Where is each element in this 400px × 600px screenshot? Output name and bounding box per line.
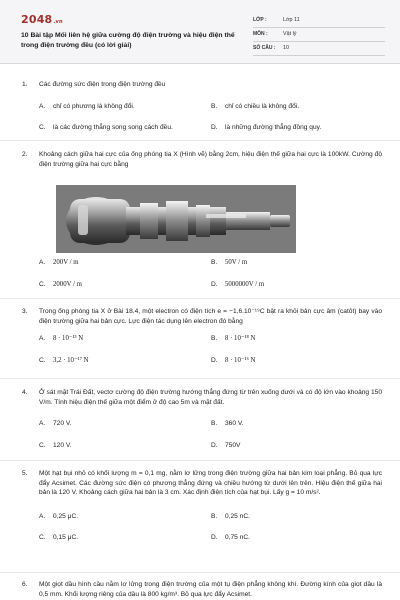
question-text: Khoảng cách giữa hai cực của ống phóng tia X (Hình vẽ) bằng 2cm, hiệu điện thế giữa hai cực là 100kW. Cường độ điện trường giữa hai cực bằng — [39, 151, 382, 168]
question-2-options — [22, 258, 382, 290]
question-number: 2. — [22, 151, 28, 158]
option-a[interactable] — [39, 512, 211, 522]
meta-value: 10 — [283, 44, 289, 51]
meta-row-subject — [253, 28, 385, 42]
option-key: B. — [211, 512, 218, 520]
option-text: 750V — [225, 441, 241, 449]
option-key: D. — [211, 124, 218, 132]
options-grid — [39, 512, 382, 543]
option-key: A. — [39, 102, 46, 110]
option-text: 5000000V / m — [225, 280, 265, 288]
option-key: C. — [39, 356, 46, 364]
option-d[interactable] — [211, 441, 383, 451]
option-key: C. — [39, 534, 46, 542]
options-grid — [39, 258, 382, 290]
question-text: Ở sát mặt Trái Đất, vectơ cường độ điện trường hướng thẳng đứng từ trên xuống dưới và có độ lớn vào khoảng 150 V/m. Tính hiệu điện thế giữa một điểm ở độ cao 5m và mặt đất. — [39, 389, 382, 406]
option-c[interactable] — [39, 441, 211, 451]
question-divider — [0, 460, 400, 461]
option-key: C. — [39, 280, 46, 288]
option-text: 0,25 μC. — [53, 512, 79, 520]
option-key: D. — [211, 441, 218, 449]
option-d[interactable] — [211, 280, 383, 290]
option-key: D. — [211, 534, 218, 542]
option-text: 120 V. — [53, 441, 72, 449]
option-text: 50V / m — [225, 259, 248, 266]
question-2 — [22, 150, 382, 169]
logo-text: 2048 — [21, 13, 53, 26]
option-text: 0,25 nC. — [225, 512, 250, 520]
option-text: 0,75 nC. — [225, 534, 250, 542]
option-c[interactable] — [39, 533, 211, 543]
question-number: 3. — [22, 308, 28, 315]
worksheet-header — [0, 0, 400, 64]
option-key: C. — [39, 441, 46, 449]
option-key: A. — [39, 335, 46, 343]
option-text: 200V / m — [53, 259, 79, 266]
option-d[interactable] — [211, 356, 383, 366]
option-key: B. — [211, 102, 218, 110]
meta-value: Lớp 11 — [283, 16, 300, 23]
option-a[interactable] — [39, 258, 211, 268]
question-3 — [22, 307, 382, 366]
worksheet-meta — [253, 14, 385, 56]
option-key: B. — [211, 420, 218, 428]
option-d[interactable] — [211, 123, 383, 133]
question-5 — [22, 469, 382, 543]
option-key: D. — [211, 356, 218, 364]
meta-row-class — [253, 14, 385, 28]
option-text: 0,15 μC. — [53, 534, 79, 542]
meta-label: LỚP : — [253, 16, 267, 23]
logo-suffix: .vn — [53, 19, 63, 25]
meta-row-count — [253, 42, 385, 56]
question-text: Các đường sức điện trong điện trường đều — [39, 81, 166, 88]
option-key: C. — [39, 124, 46, 132]
option-key: A. — [39, 259, 46, 266]
question-divider — [0, 572, 400, 573]
question-1 — [22, 80, 382, 133]
question-4 — [22, 388, 382, 450]
option-key: A. — [39, 512, 46, 520]
option-text: 2000V / m — [53, 280, 82, 288]
question-text: Một giọt dầu hình cầu nằm lơ lửng trong điện trường của một tụ điện phẳng không khí. Đường kính của giọt dầu là 0,5 mm. Khối lượng riêng của dầu là 800 kg/m³. Bỏ qua lực đẩy Acsimet. — [39, 581, 382, 598]
site-logo[interactable] — [21, 12, 63, 28]
options-grid — [39, 334, 382, 366]
worksheet-title: 10 Bài tập Mối liên hệ giữa cường độ điện trường và hiệu điện thế trong điện trường đều (có lời giải) — [21, 32, 235, 49]
option-text: là các đường thẳng song song cách đều. — [53, 124, 173, 132]
option-c[interactable] — [39, 280, 211, 290]
option-a[interactable] — [39, 419, 211, 429]
option-key: D. — [211, 280, 218, 288]
meta-label: SỐ CÂU : — [253, 44, 276, 51]
option-text: 3,2 · 10⁻¹⁷ N — [53, 356, 89, 364]
meta-label: MÔN : — [253, 30, 268, 37]
option-c[interactable] — [39, 123, 211, 133]
options-grid — [39, 102, 382, 133]
option-text: 8 · 10⁻¹⁸ N — [225, 335, 256, 343]
options-grid — [39, 419, 382, 450]
option-text: chỉ có phương là không đổi. — [53, 102, 135, 110]
option-a[interactable] — [39, 334, 211, 344]
option-d[interactable] — [211, 533, 383, 543]
meta-value: Vật lý — [283, 30, 297, 37]
option-b[interactable] — [211, 334, 383, 344]
option-b[interactable] — [211, 102, 383, 112]
option-key: B. — [211, 259, 218, 266]
option-text: chỉ có chiều là không đổi. — [225, 102, 300, 110]
option-text: 8 · 10⁻¹⁶ N — [225, 356, 256, 364]
option-key: A. — [39, 420, 46, 428]
option-text: 360 V. — [225, 420, 244, 428]
option-b[interactable] — [211, 258, 383, 268]
option-key: B. — [211, 335, 218, 343]
question-6 — [22, 580, 382, 599]
option-text: là những đường thẳng đồng quy. — [225, 124, 322, 132]
option-b[interactable] — [211, 419, 383, 429]
question-divider — [0, 140, 400, 141]
option-text: 720 V. — [53, 420, 72, 428]
option-a[interactable] — [39, 102, 211, 112]
option-c[interactable] — [39, 356, 211, 366]
x-ray-tube-figure — [56, 185, 296, 253]
question-number: 6. — [22, 581, 28, 588]
question-text: Trong ống phóng tia X ở Bài 18.4, một electron có điện tích e = −1,6.10⁻¹⁹C bật ra khỏi bản cực âm (catôt) bay vào điện trường giữa hai bản cực. Lực điện tác dụng lên electron đó bằng — [39, 308, 382, 325]
option-b[interactable] — [211, 512, 383, 522]
question-text: Một hạt bụi nhỏ có khối lượng m = 0,1 mg, nằm lơ lửng trong điện trường giữa hai bản kim loại phẳng. Bỏ qua lực đẩy Acsimet. Các đường sức điện có phương thẳng đứng và chiều hướng từ dưới lên trên. Hiệu điện thế giữa hai bản là 120 V. Khoảng cách giữa hai bản là 3 cm. Xác định điện tích của hạt bụi. Lấy g = 10 m/s². — [39, 470, 382, 497]
option-text: 8 · 10⁻¹³ N — [53, 335, 84, 343]
question-number: 1. — [22, 81, 28, 88]
question-number: 5. — [22, 470, 28, 477]
question-number: 4. — [22, 389, 28, 396]
question-divider — [0, 378, 400, 379]
question-divider — [0, 298, 400, 299]
